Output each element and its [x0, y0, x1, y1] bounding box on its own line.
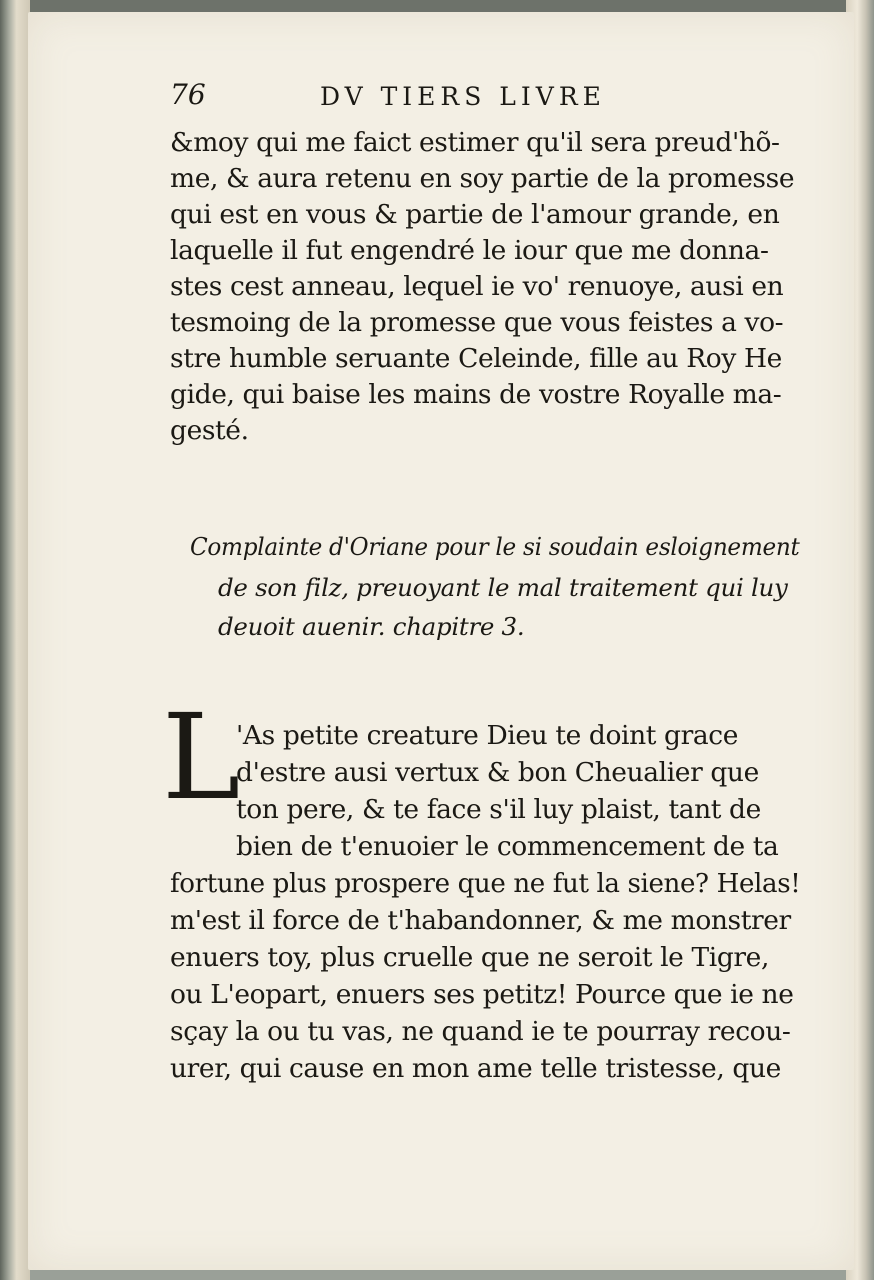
- book-gutter-edge: [0, 0, 30, 1280]
- running-title: DV TIERS LIVRE: [320, 82, 606, 111]
- letter-line: laquelle il fut engendré le iour que me donna-: [170, 235, 769, 266]
- letter-line: stes cest anneau, lequel ie vo' renuoye, ausi en: [170, 271, 784, 302]
- chapter-text-line: enuers toy, plus cruelle que ne seroit le Tigre,: [170, 942, 769, 973]
- chapter-heading-line: Complainte d'Oriane pour le si soudain esloignement: [190, 532, 800, 561]
- letter-line: qui est en vous & partie de l'amour grande, en: [170, 199, 780, 230]
- chapter-text-line: d'estre ausi vertux & bon Cheualier que: [236, 757, 759, 788]
- chapter-text-line: urer, qui cause en mon ame telle tristesse, que: [170, 1053, 781, 1084]
- chapter-text-line: sçay la ou tu vas, ne quand ie te pourray recou-: [170, 1016, 791, 1047]
- chapter-text-line: ou L'eopart, enuers ses petitz! Pource que ie ne: [170, 979, 794, 1010]
- chapter-text-line: fortune plus prospere que ne fut la siene? Helas!: [170, 868, 801, 899]
- chapter-heading-line: deuoit auenir. chapitre 3.: [218, 612, 525, 641]
- letter-line: tesmoing de la promesse que vous feistes a vo-: [170, 307, 784, 338]
- drop-cap: L: [162, 688, 241, 826]
- chapter-text-line: m'est il force de t'habandonner, & me monstrer: [170, 905, 791, 936]
- chapter-text-line: 'As petite creature Dieu te doint grace: [236, 720, 738, 751]
- letter-line: stre humble seruante Celeinde, fille au Roy He: [170, 343, 782, 374]
- letter-line: &moy qui me faict estimer qu'il sera preud'hõ-: [170, 127, 780, 158]
- chapter-text-line: bien de t'enuoier le commencement de ta: [236, 831, 779, 862]
- letter-line: me, & aura retenu en soy partie de la promesse: [170, 163, 795, 194]
- chapter-text-line: ton pere, & te face s'il luy plaist, tant de: [236, 794, 761, 825]
- letter-line: gide, qui baise les mains de vostre Royalle ma-: [170, 379, 782, 410]
- letter-line: gesté.: [170, 415, 249, 446]
- page-number: 76: [170, 78, 206, 111]
- chapter-heading-line: de son filz, preuoyant le mal traitement qui luy: [218, 573, 788, 602]
